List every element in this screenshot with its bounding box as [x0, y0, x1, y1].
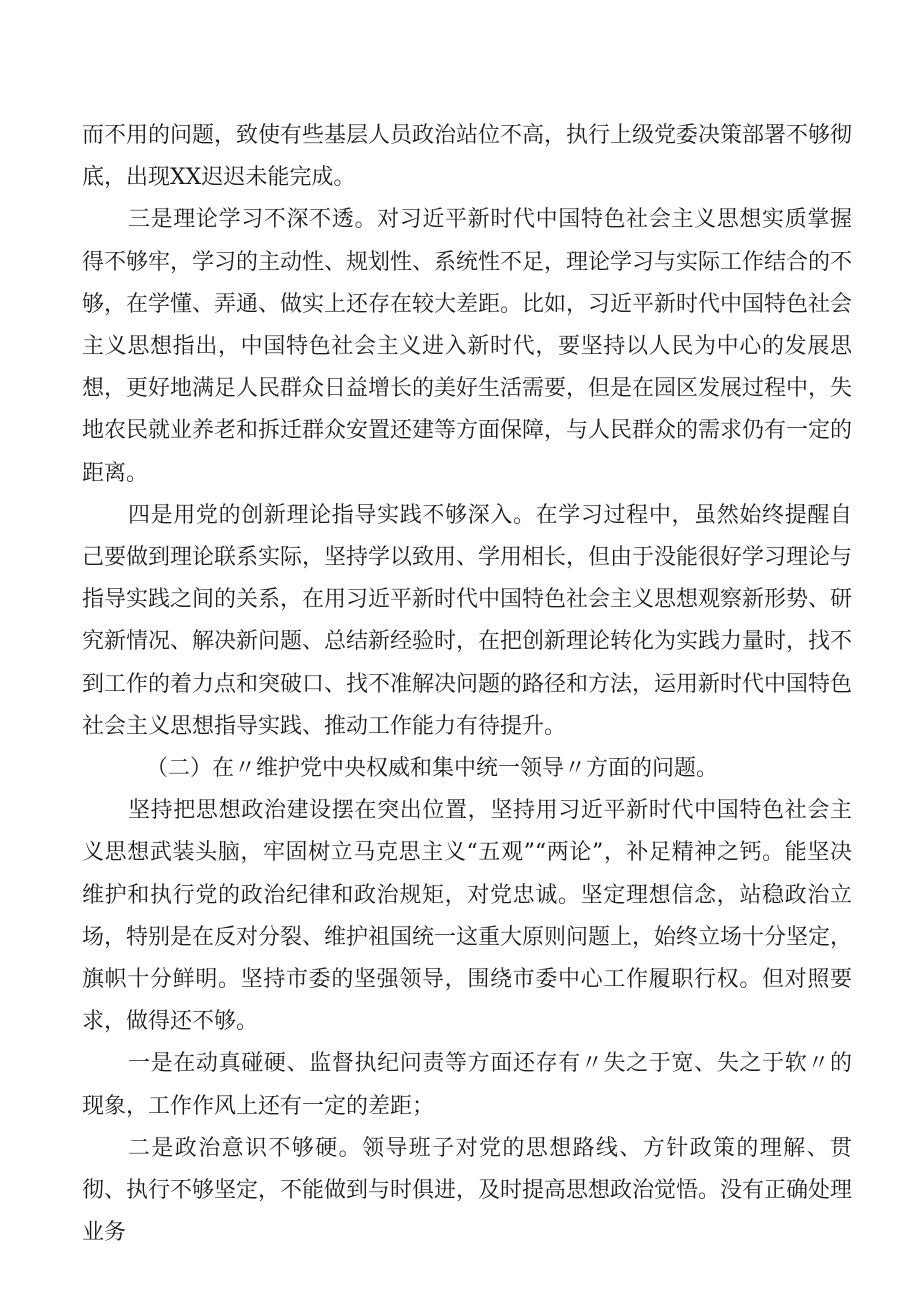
paragraph-continuation: 而不用的问题，致使有些基层人员政治站位不高，执行上级党委决策部署不够彻底，出现XX迟迟未能完成。 — [82, 123, 853, 191]
paragraph-section-intro: 坚持把思想政治建设摆在突出位置，坚持用习近平新时代中国特色社会主义思想武装头脑，牢固树立马克思主义“五观”“两论”，补足精神之钙。能坚决维护和执行党的政治纪律和政治规矩，对党忠诚。坚定理想信念，站稳政治立场，特别是在反对分裂、维护祖国统一这重大原则问题上，始终立场十分坚定，旗帜十分鲜明。坚持市委的坚强领导，围绕市委中心工作履职行权。但对照要求，做得还不够。 — [82, 798, 853, 1035]
document-body — [82, 115, 852, 1254]
section-heading-two: （二）在〃维护党中央权威和集中统一领导〃方面的问题。 — [146, 756, 719, 782]
paragraph-point-three: 三是理论学习不深不透。对习近平新时代中国特色社会主义思想实质掌握得不够牢，学习的主动性、规划性、系统性不足，理论学习与实际工作结合的不够，在学懂、弄通、做实上还存在较大差距。比如，习近平新时代中国特色社会主义思想指出，中国特色社会主义进入新时代，要坚持以人民为中心的发展思想，更好地满足人民群众日益增长的美好生活需要，但是在园区发展过程中，失地农民就业养老和拆迁群众安置还建等方面保障，与人民群众的需求仍有一定的距离。 — [82, 207, 853, 486]
paragraph-point-two: 二是政治意识不够硬。领导班子对党的思想路线、方针政策的理解、贯彻、执行不够坚定，不能做到与时俱进，及时提高思想政治觉悟。没有正确处理业务 — [82, 1135, 853, 1246]
paragraph-point-one: 一是在动真碰硬、监督执纪问责等方面还存有〃失之于宽、失之于软〃的现象，工作作风上还有一定的差距； — [82, 1051, 852, 1119]
paragraph-point-four: 四是用党的创新理论指导实践不够深入。在学习过程中，虽然始终提醒自己要做到理论联系实际，坚持学以致用、学用相长，但由于没能很好学习理论与指导实践之间的关系，在用习近平新时代中国特色社会主义思想观察新形势、研究新情况、解决新问题、总结新经验时，在把创新理论转化为实践力量时，找不到工作的着力点和突破口、找不准解决问题的路径和方法，运用新时代中国特色社会主义思想指导实践、推动工作能力有待提升。 — [82, 502, 853, 739]
